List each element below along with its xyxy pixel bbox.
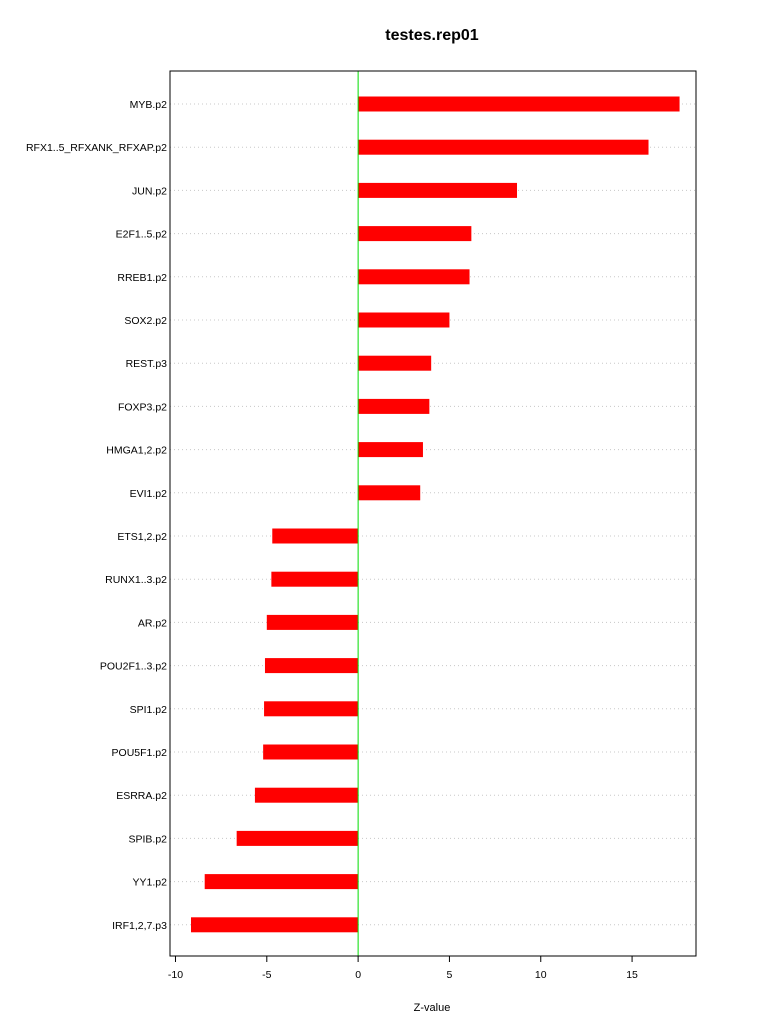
category-label: RREB1.p2 xyxy=(117,271,167,284)
category-label: AR.p2 xyxy=(137,617,167,630)
category-label: HMGA1,2.p2 xyxy=(106,444,167,457)
x-axis xyxy=(168,956,638,981)
bar-HMGA1,2.p2 xyxy=(358,442,423,457)
bar-RREB1.p2 xyxy=(358,269,469,284)
bar-SPI1.p2 xyxy=(264,701,358,716)
category-label: SPI1.p2 xyxy=(129,703,167,716)
category-label: SPIB.p2 xyxy=(128,833,167,846)
bar-RFX1..5_RFXANK_RFXAP.p2 xyxy=(358,140,648,155)
category-label: SOX2.p2 xyxy=(124,315,167,327)
bar-REST.p3 xyxy=(358,356,431,371)
bar-EVI1.p2 xyxy=(358,485,420,500)
category-label: FOXP3.p2 xyxy=(117,401,167,414)
x-tick-label: 15 xyxy=(626,969,638,981)
x-tick-label: 5 xyxy=(446,969,453,981)
category-labels xyxy=(26,99,167,932)
x-tick-label: 0 xyxy=(355,969,362,981)
bar-SPIB.p2 xyxy=(237,831,358,846)
bar-SOX2.p2 xyxy=(358,313,449,328)
category-label: ETS1,2.p2 xyxy=(117,531,167,543)
bar-MYB.p2 xyxy=(358,97,679,112)
plot-frame xyxy=(170,71,696,956)
x-tick-label: -5 xyxy=(262,969,272,981)
category-label: REST.p3 xyxy=(125,358,167,371)
bar-POU5F1.p2 xyxy=(263,745,358,760)
category-label: E2F1..5.p2 xyxy=(115,228,167,241)
bar-POU2F1..3.p2 xyxy=(265,658,358,673)
category-label: YY1.p2 xyxy=(132,876,167,889)
category-label: RFX1..5_RFXANK_RFXAP.p2 xyxy=(25,142,167,155)
bar-IRF1,2,7.p3 xyxy=(191,917,358,932)
category-label: ESRRA.p2 xyxy=(116,790,167,803)
category-label: RUNX1..3.p2 xyxy=(105,574,167,587)
category-label: IRF1,2,7.p3 xyxy=(112,919,167,932)
category-label: EVI1.p2 xyxy=(129,487,167,500)
x-tick-label: -10 xyxy=(167,969,184,981)
bar-E2F1..5.p2 xyxy=(358,226,471,241)
bars xyxy=(191,97,680,933)
bar-ETS1,2.p2 xyxy=(272,529,358,544)
bar-RUNX1..3.p2 xyxy=(271,572,358,587)
category-label: JUN.p2 xyxy=(131,185,167,198)
bar-YY1.p2 xyxy=(205,874,358,889)
bar-ESRRA.p2 xyxy=(255,788,358,803)
x-tick-label: 10 xyxy=(534,969,547,981)
chart-title: testes.rep01 xyxy=(385,27,479,44)
category-label: POU5F1.p2 xyxy=(111,747,167,759)
bar-FOXP3.p2 xyxy=(358,399,429,414)
category-label: POU2F1..3.p2 xyxy=(99,660,167,673)
bar-JUN.p2 xyxy=(358,183,517,198)
x-axis-label: Z-value xyxy=(413,1002,451,1014)
bar-AR.p2 xyxy=(267,615,358,630)
category-label: MYB.p2 xyxy=(129,99,167,111)
